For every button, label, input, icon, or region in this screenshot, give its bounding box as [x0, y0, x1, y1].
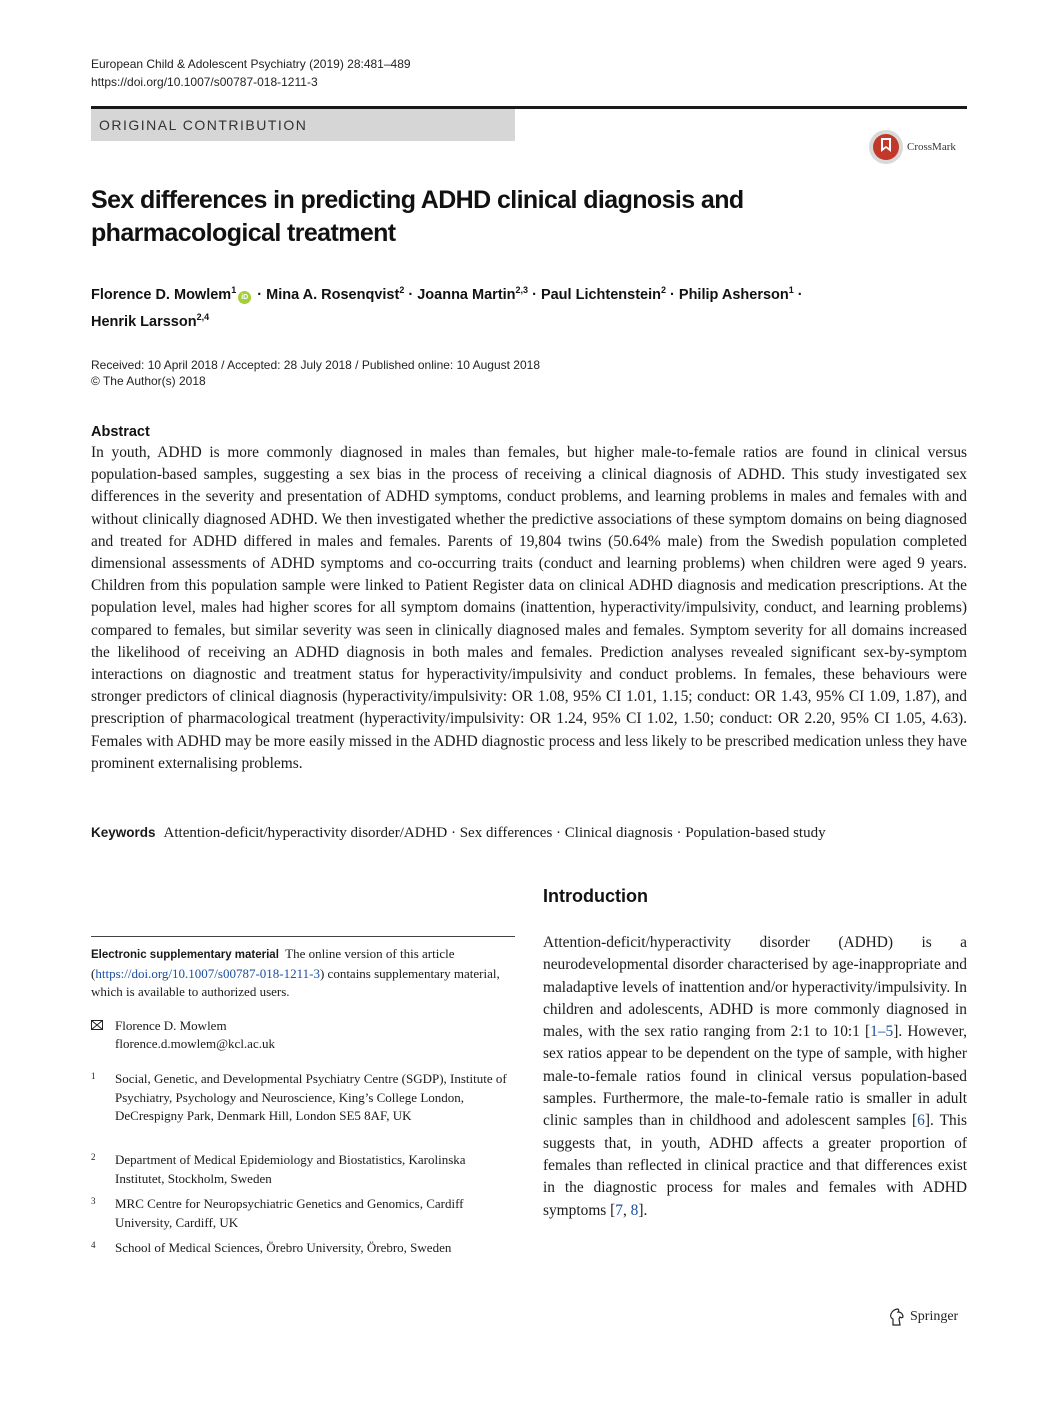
affiliation-text: School of Medical Sciences, Örebro University, Örebro, Sweden: [115, 1240, 452, 1255]
citation-link[interactable]: 6: [917, 1112, 925, 1130]
citation-link[interactable]: 1–5: [870, 1023, 894, 1041]
affiliation-text: Department of Medical Epidemiology and Biostatistics, Karolinska Institutet, Stockholm, Sweden: [115, 1152, 466, 1186]
springer-horse-icon: [889, 1308, 905, 1326]
affiliation-number: 3: [91, 1196, 96, 1206]
publication-dates: [91, 357, 540, 389]
crossmark-icon: [868, 129, 904, 165]
article-title: Sex differences in predicting ADHD clinical diagnosis and pharmacological treatment: [91, 186, 744, 247]
affiliation-item: [91, 1239, 515, 1258]
affiliation-number: 2: [91, 1152, 96, 1162]
supplementary-note: [91, 945, 515, 1002]
author-affiliation-sup: 2: [661, 285, 667, 295]
affiliation-item: [91, 1070, 515, 1126]
affiliation-text: Social, Genetic, and Developmental Psychiatry Centre (SGDP), Institute of Psychiatry, Psychology and Neuroscience, King’s College London, DeCrespigny Park, Denmark Hill, London SE5 8AF, UK: [115, 1071, 507, 1123]
citation-link[interactable]: 7: [615, 1201, 623, 1219]
intro-text-part: ]. This suggests that, in youth, ADHD affects a greater proportion of females than reflected in clinical practice and that differences exist in the diagnostic process for males and females with ADHD symptoms [: [543, 1112, 967, 1219]
copyright-line: © The Author(s) 2018: [91, 374, 206, 388]
intro-text-part: ,: [622, 1201, 631, 1219]
dates-line: Received: 10 April 2018 / Accepted: 28 July 2018 / Published online: 10 August 2018: [91, 358, 540, 372]
keywords-label: Keywords: [91, 825, 156, 840]
author-affiliation-sup: 2,3: [515, 285, 529, 295]
journal-header: [91, 55, 411, 91]
publisher-name: Springer: [910, 1309, 959, 1324]
affiliation-text: MRC Centre for Neuropsychiatric Genetics and Genomics, Cardiff University, Cardiff, UK: [115, 1196, 464, 1230]
affiliation-item: [91, 1195, 515, 1232]
author-name[interactable]: Florence D. Mowlem: [91, 287, 232, 303]
esm-doi-link[interactable]: https://doi.org/10.1007/s00787-018-1211-3: [95, 965, 320, 981]
affiliation-number: 1: [91, 1071, 96, 1081]
keywords-text: Attention-deficit/hyperactivity disorder/ADHD · Sex differences · Clinical diagnosis · Population-based study: [163, 825, 826, 841]
author-affiliation-sup: 2,4: [196, 312, 210, 322]
abstract-text: In youth, ADHD is more commonly diagnosed in males than females, but higher male-to-female ratios are found in clinical versus population-based samples, suggesting a sex bias in the process of receiving a clinical diagnosis of ADHD. This study investigated sex differences in the severity and presentation of ADHD symptoms, conduct problems, and learning problems in males and females with and without clinically diagnosed ADHD. We then investigated whether the predictive associations of these symptom domains on being diagnosed and treated for ADHD differed in males and females. Parents of 19,804 twins (50.64% male) from the Swedish population completed dimensional assessments of ADHD symptoms and co-occurring traits (conduct and learning problems) when children were aged 9 years. Children from this population sample were linked to Patient Register data on clinical ADHD diagnosis and medication prescriptions. At the population level, males had higher scores for all symptom domains (inattention, hyperactivity/impulsivity, conduct, and learning problems) compared to females, but similar severity was seen in clinically diagnosed males and females. Symptom severity for all domains increased the likelihood of receiving an ADHD diagnosis in both males and females. Prediction analyses revealed significant sex-by-symptom interactions on diagnostic and treatment status for hyperactivity/impulsivity and conduct problems. In females, these behaviours were stronger predictors of clinical diagnosis (hyperactivity/impulsivity: OR 1.08, 95% CI 1.01, 1.15; conduct: OR 1.43, 95% CI 1.09, 1.87), and prescription of pharmacological treatment (hyperactivity/impulsivity: OR 1.24, 95% CI 1.02, 1.50; conduct: OR 2.20, 95% CI 1.05, 4.63). Females with ADHD may be more easily missed in the ADHD diagnostic process and less likely to be prescribed medication unless they have prominent externalising problems.: [91, 444, 967, 772]
introduction-text: [543, 932, 967, 1222]
keywords-line: [91, 823, 967, 843]
author-name[interactable]: Henrik Larsson: [91, 314, 197, 330]
footnote-rule: [91, 936, 515, 937]
journal-doi[interactable]: https://doi.org/10.1007/s00787-018-1211-3: [91, 75, 318, 89]
esm-label: Electronic supplementary material: [91, 949, 279, 961]
intro-text-part: ].: [638, 1201, 648, 1219]
corresponding-author: [91, 1017, 515, 1053]
crossmark-badge[interactable]: [868, 127, 956, 167]
orcid-icon[interactable]: iD: [238, 291, 251, 304]
intro-text-part: ]. However, sex ratios appear to be dependent on the type of sample, with higher male-to-female ratios found in clinical versus population-based samples. Furthermore, the male-to-female ratio is smaller in adult clinic samples than in childhood and adolescent samples [: [543, 1023, 967, 1130]
intro-text-part: Attention-deficit/hyperactivity disorder (ADHD) is a neurodevelopmental disorder characterised by age-inappropriate and maladaptive levels of inattention and/or hyperactivity/impulsivity. In children and adolescents, ADHD is more commonly diagnosed in males, with the sex ratio ranging from 2:1 to 10:1 [: [543, 934, 967, 1041]
author-name[interactable]: Joanna Martin: [417, 287, 516, 303]
author-affiliation-sup: 1: [231, 285, 237, 295]
article-type-banner: ORIGINAL CONTRIBUTION: [91, 109, 515, 141]
affiliation-item: [91, 1151, 515, 1188]
author-list: Florence D. Mowlem$^1$iD · Mina A. Rosenqvist$^2$ · Joanna Martin$^{2,3}$ · Paul Lichtenstein$^2$ · Philip Asherson$^1$ · Henrik Larsson$^{2,4}$: [91, 285, 803, 330]
affiliation-number: 4: [91, 1240, 96, 1250]
author-affiliation-sup: 1: [788, 285, 794, 295]
envelope-icon: [91, 1020, 103, 1030]
author-name[interactable]: Paul Lichtenstein: [540, 287, 661, 303]
esm-text-before: The online version of this article (: [91, 946, 455, 981]
author-affiliation-sup: 2: [399, 285, 405, 295]
contact-email[interactable]: florence.d.mowlem@kcl.ac.uk: [115, 1036, 275, 1051]
author-name[interactable]: Philip Asherson: [678, 287, 789, 303]
contact-name: Florence D. Mowlem: [115, 1018, 227, 1033]
introduction-heading: Introduction: [543, 886, 648, 906]
publisher-logo: [889, 1308, 958, 1326]
author-name[interactable]: Mina A. Rosenqvist: [266, 287, 400, 303]
esm-text-after: ) contains supplementary material, which is available to authorized users.: [91, 965, 500, 999]
crossmark-label: CrossMark: [907, 141, 956, 153]
citation-link[interactable]: 8: [630, 1201, 639, 1219]
abstract-heading: Abstract: [91, 424, 150, 440]
journal-citation: European Child & Adolescent Psychiatry (2019) 28:481–489: [91, 57, 411, 71]
